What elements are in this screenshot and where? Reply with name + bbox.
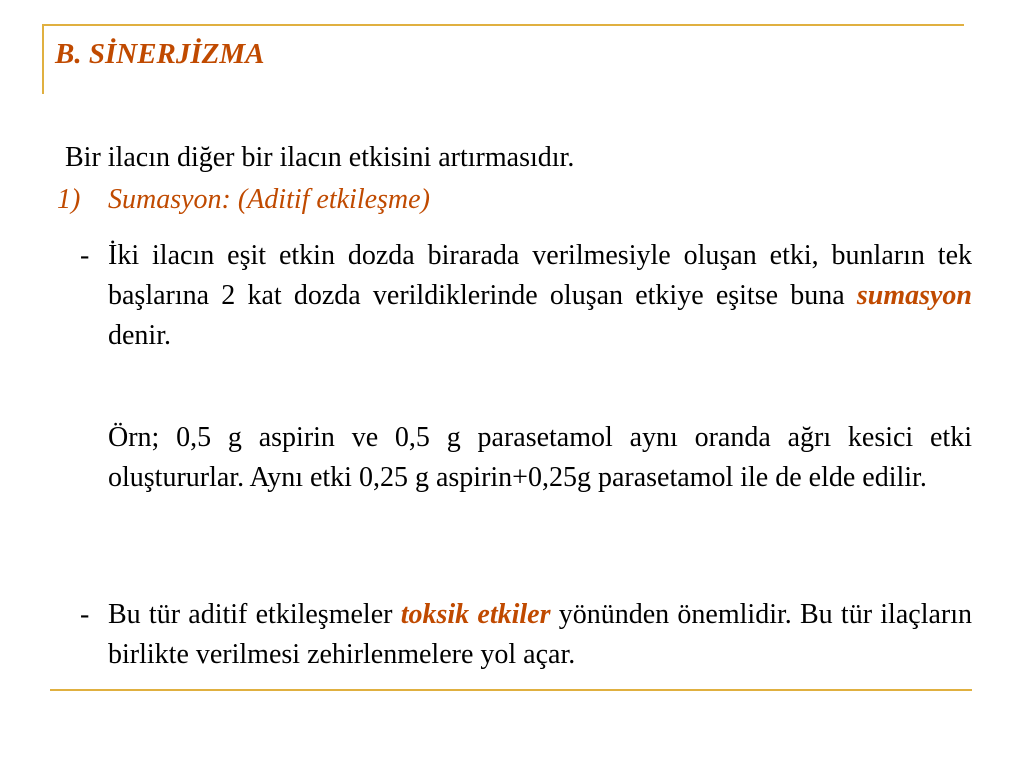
intro-text: Bir ilacın diğer bir ilacın etkisini artırmasıdır.: [65, 142, 575, 173]
list-number: 1): [57, 184, 81, 215]
bottom-rule: [50, 689, 972, 691]
definition-emphasis: sumasyon: [856, 280, 972, 311]
list-heading: Sumasyon: (Aditif etkileşme): [108, 184, 430, 215]
bullet-dash: -: [80, 240, 90, 271]
slide-title: B. SİNERJİZMA: [55, 38, 265, 70]
toxicity-paragraph: [108, 595, 972, 675]
left-rule: [42, 24, 44, 94]
toxicity-text: Bu tür aditif etkileşmeler: [108, 599, 401, 630]
definition-text-end: denir.: [108, 320, 171, 351]
definition-paragraph: [108, 236, 972, 356]
top-rule: [42, 24, 964, 26]
toxicity-text-end: yönünden önemlidir. Bu tür ilaçların birlikte verilmesi zehirlenmelere yol açar.: [108, 599, 972, 670]
example-paragraph: Örn; 0,5 g aspirin ve 0,5 g parasetamol aynı oranda ağrı kesici etki oluştururlar. Aynı etki 0,25 g aspirin+0,25g parasetamol ile de elde edilir.: [108, 422, 972, 493]
toxicity-emphasis: toksik etkiler: [400, 599, 551, 630]
definition-text: İki ilacın eşit etkin dozda birarada verilmesiyle oluşan etki, bunların tek başlarına 2 kat dozda verildiklerinde oluşan etkiye eşitse buna: [108, 240, 972, 311]
bullet-dash: -: [80, 599, 90, 630]
